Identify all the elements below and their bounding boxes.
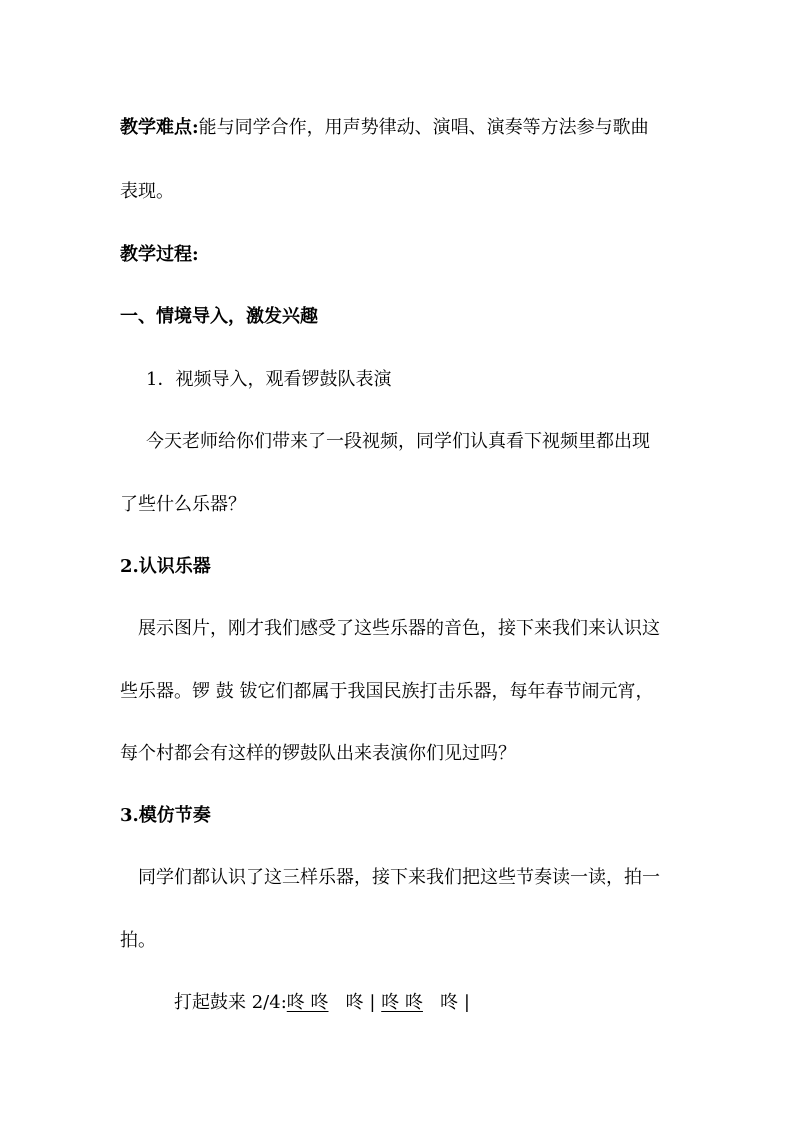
rhythm-beat-1: 咚 咚 [286, 992, 329, 1013]
rhythm-prefix: 打起鼓来 2/4: [174, 992, 287, 1013]
teaching-difficulty-continuation: 表现。 [120, 181, 174, 202]
rhythm-beat-4: 咚 [440, 992, 459, 1013]
teaching-process-heading: 教学过程: [120, 244, 199, 265]
paragraph2-line1: 展示图片，刚才我们感受了这些乐器的音色，接下来我们来认识这 [138, 618, 660, 639]
paragraph1-line1: 今天老师给你们带来了一段视频，同学们认真看下视频里都出现 [146, 431, 650, 452]
teaching-difficulty-line [120, 116, 680, 140]
item1-heading: 1．视频导入，观看锣鼓队表演 [146, 369, 392, 390]
paragraph2-line3: 每个村都会有这样的锣鼓队出来表演你们见过吗？ [120, 743, 516, 764]
paragraph2-line2: 些乐器。锣 鼓 钹它们都属于我国民族打击乐器，每年春节闹元宵， [120, 681, 654, 702]
rhythm-line [174, 991, 734, 1015]
paragraph1-line2: 了些什么乐器？ [120, 494, 246, 515]
item3-heading: 3.模仿节奏 [120, 805, 211, 826]
teaching-difficulty-text: 能与同学合作，用声势律动、演唱、演奏等方法参与歌曲 [198, 117, 649, 138]
item2-heading: 2.认识乐器 [120, 556, 211, 577]
paragraph3-line1: 同学们都认识了这三样乐器，接下来我们把这些节奏读一读，拍一 [138, 867, 660, 888]
rhythm-beat-2: 咚 [345, 992, 364, 1013]
rhythm-barline-1: | [369, 992, 376, 1013]
rhythm-beat-3: 咚 咚 [381, 992, 423, 1013]
paragraph3-line2: 拍。 [120, 930, 156, 951]
teaching-difficulty-label: 教学难点: [120, 117, 199, 138]
rhythm-barline-2: | [463, 992, 470, 1013]
section1-heading: 一、情境导入，激发兴趣 [120, 306, 318, 327]
